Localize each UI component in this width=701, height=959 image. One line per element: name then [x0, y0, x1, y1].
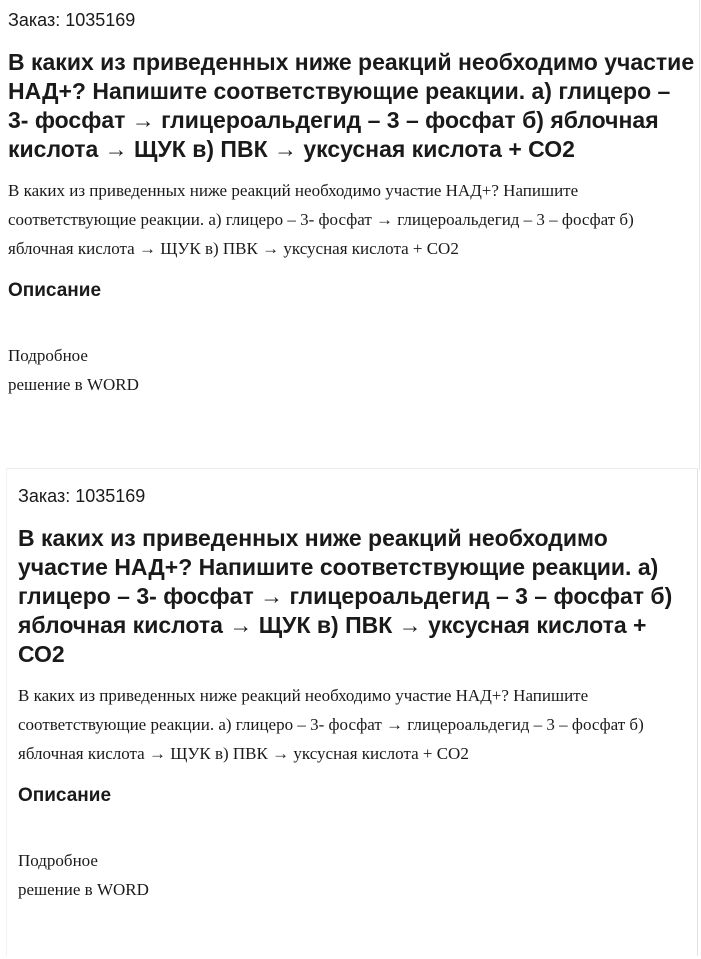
order-title: В каких из приведенных ниже реакций необходимо участие НАД+? Напишите соответствующие реакции. а) глицеро – 3- фосфат → глицероальдегид – 3 – фосфат б) яблочная кислота → ЩУК в) ПВК → уксусная кислота + СО2	[18, 525, 673, 667]
solution-note-line-2: решение в WORD	[8, 375, 139, 394]
order-entry	[18, 484, 688, 904]
page-edge-line	[699, 0, 700, 470]
order-number: Заказ: 1035169	[8, 10, 136, 30]
solution-note-line-2: решение в WORD	[18, 880, 149, 899]
solution-note	[8, 341, 696, 399]
order-number: Заказ: 1035169	[18, 486, 146, 506]
description-heading: Описание	[18, 785, 112, 806]
order-entry	[8, 8, 696, 399]
order-title: В каких из приведенных ниже реакций необходимо участие НАД+? Напишите соответствующие реакции. а) глицеро – 3- фосфат → глицероальдегид – 3 – фосфат б) яблочная кислота → ЩУК в) ПВК → уксусная кислота + СО2	[8, 49, 695, 162]
order-body-text: В каких из приведенных ниже реакций необходимо участие НАД+? Напишите соответствующие реакции. а) глицеро – 3- фосфат → глицероальдегид – 3 – фосфат б) яблочная кислота → ЩУК в) ПВК → уксусная кислота + СО2	[18, 686, 644, 763]
order-body-text: В каких из приведенных ниже реакций необходимо участие НАД+? Напишите соответствующие реакции. а) глицеро – 3- фосфат → глицероальдегид – 3 – фосфат б) яблочная кислота → ЩУК в) ПВК → уксусная кислота + СО2	[8, 181, 634, 258]
solution-note	[18, 846, 688, 904]
solution-note-line-1: Подробное	[8, 346, 88, 365]
solution-note-line-1: Подробное	[18, 851, 98, 870]
description-heading: Описание	[8, 280, 102, 301]
